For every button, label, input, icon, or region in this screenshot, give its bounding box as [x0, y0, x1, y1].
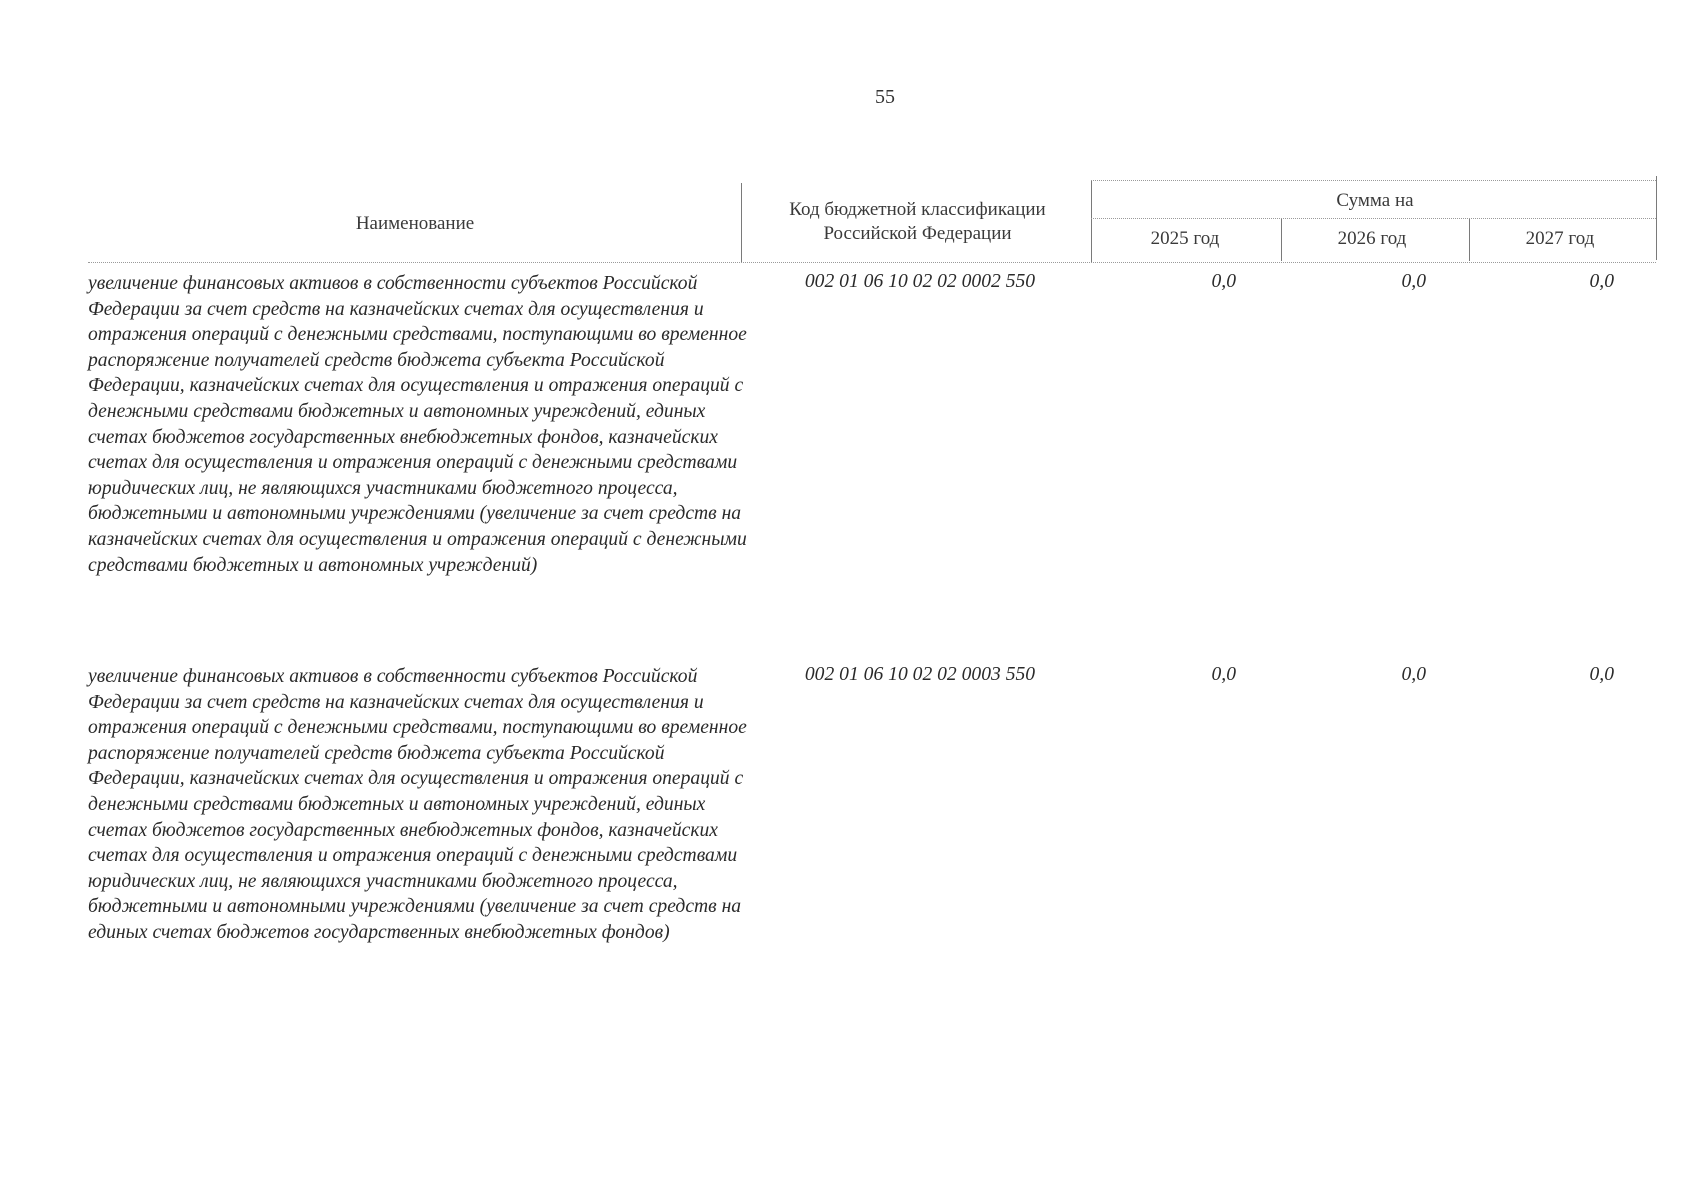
header-bottom-rule	[88, 262, 1656, 263]
header-code: Код бюджетной классификации Российской Федерации	[789, 199, 1046, 244]
header-top-rule	[1091, 180, 1656, 181]
header-sum-rule	[1091, 218, 1656, 219]
header-year-2025: 2025 год	[1150, 228, 1220, 249]
header-divider-right	[1656, 176, 1657, 260]
table-row-2-value-2026: 0,0	[1401, 664, 1426, 685]
table-row-1-name: увеличение финансовых активов в собственности субъектов Российской Федерации за счет средств на казначейских счетах для осуществления и отражения операций с денежными средствами, поступающими во временное распоряжение получателей средств бюджета субъекта Российской Федерации, казначейских счетах для осуществления и отражения операций с денежными средствами бюджетных и автономных учреждений, единых счетах бюджетов государственных внебюджетных фондов, казначейских счетах для осуществления и отражения операций с денежными средствами юридических лиц, не являющихся участниками бюджетного процесса, бюджетными и автономными учреждениями (увеличение за счет средств на казначейских счетах для осуществления и отражения операций с денежными средствами бюджетных и автономных учреждений)	[88, 273, 747, 576]
table-row-2-name: увеличение финансовых активов в собственности субъектов Российской Федерации за счет средств на казначейских счетах для осуществления и отражения операций с денежными средствами, поступающими во временное распоряжение получателей средств бюджета субъекта Российской Федерации, казначейских счетах для осуществления и отражения операций с денежными средствами бюджетных и автономных учреждений, единых счетах бюджетов государственных внебюджетных фондов, казначейских счетах для осуществления и отражения операций с денежными средствами юридических лиц, не являющихся участниками бюджетного процесса, бюджетными и автономными учреждениями (увеличение за счет средств на единых счетах бюджетов государственных внебюджетных фондов)	[88, 666, 747, 943]
table-row-1-value-2025: 0,0	[1211, 271, 1236, 292]
header-divider-code	[1091, 180, 1092, 263]
table-row-2-value-2027: 0,0	[1589, 664, 1614, 685]
table-row-1-value-2026: 0,0	[1401, 271, 1426, 292]
header-name: Наименование	[355, 213, 475, 234]
table-row-2-code: 002 01 06 10 02 02 0003 550	[804, 664, 1036, 685]
table-row-2-value-2025: 0,0	[1211, 664, 1236, 685]
table-row-1-value-2027: 0,0	[1589, 271, 1614, 292]
header-year-2027: 2027 год	[1525, 228, 1595, 249]
page-number: 55	[875, 86, 895, 108]
table-row-1-code: 002 01 06 10 02 02 0002 550	[804, 271, 1036, 292]
header-divider-left	[741, 183, 742, 263]
header-sum: Сумма на	[1336, 190, 1414, 211]
header-year-2026: 2026 год	[1337, 228, 1407, 249]
